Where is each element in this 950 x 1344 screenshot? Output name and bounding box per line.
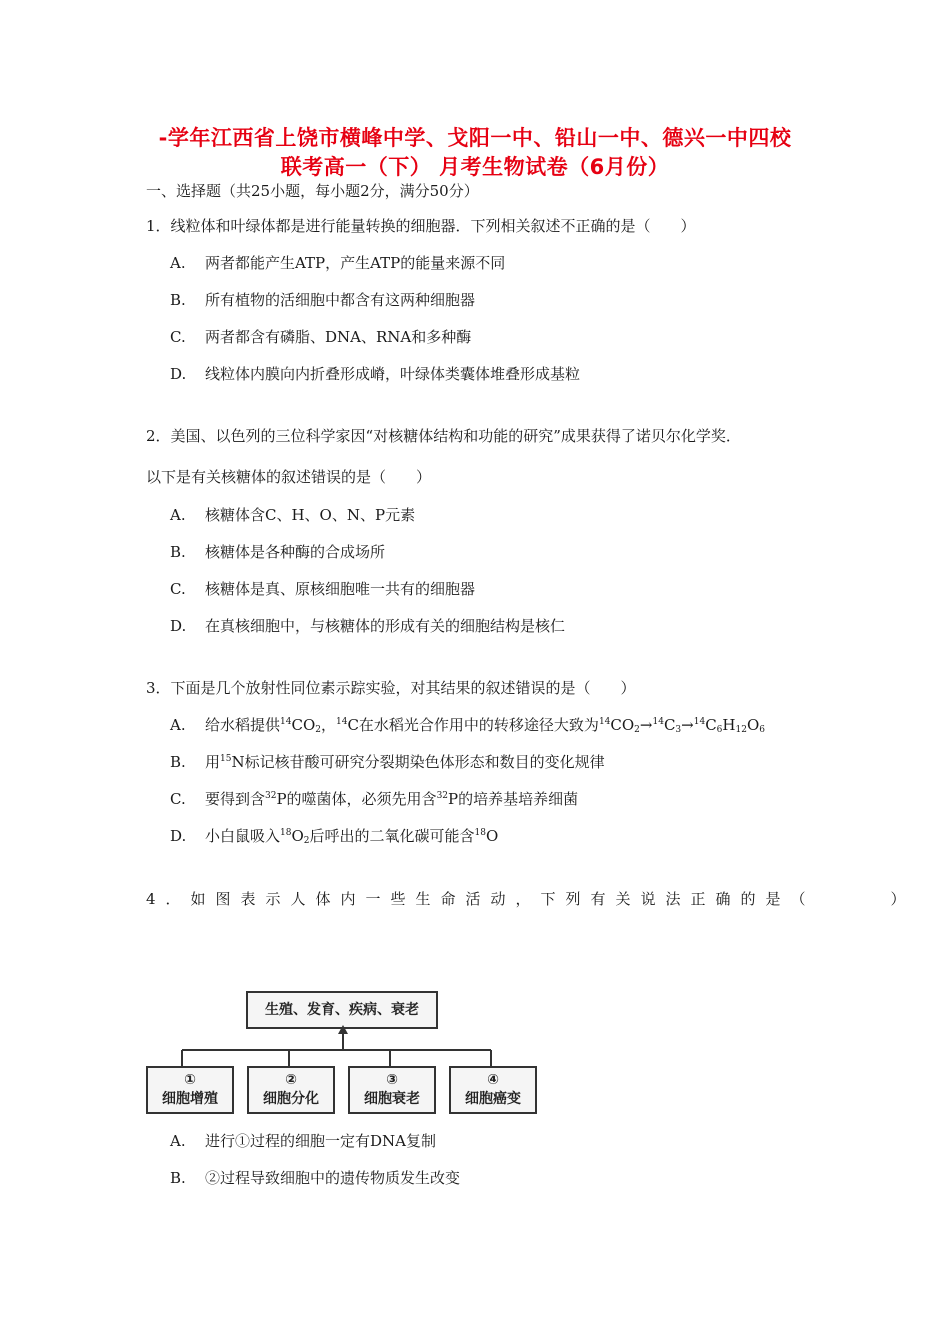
text-run: C xyxy=(705,716,717,734)
isotope-mark: 32 xyxy=(265,791,277,801)
subscript: 3 xyxy=(675,725,682,735)
isotope-mark: 14 xyxy=(280,717,292,727)
option-label: A. xyxy=(170,506,186,524)
option-label: A. xyxy=(170,716,186,734)
text-run: O xyxy=(291,827,304,845)
text-run: 给水稻提供 xyxy=(205,716,281,734)
question-4-stem: 4．如图表示人体内一些生命活动，下列有关说法正确的是（ ） xyxy=(146,890,916,908)
option-label: B. xyxy=(170,1169,186,1187)
isotope-mark: 18 xyxy=(474,828,486,838)
question-1-stem: 1．线粒体和叶绿体都是进行能量转换的细胞器．下列相关叙述不正确的是（ ） xyxy=(146,217,696,235)
subscript: 6 xyxy=(716,725,723,735)
diagram-connectors xyxy=(140,1024,540,1072)
text-run: C xyxy=(663,716,676,734)
arrow: → xyxy=(639,716,653,734)
option-label: D. xyxy=(170,617,187,635)
text-run: O xyxy=(746,716,760,734)
q1-option-c xyxy=(170,326,471,347)
q4-option-a xyxy=(170,1130,436,1151)
box-label: 细胞增殖 xyxy=(162,1091,218,1107)
isotope-mark: 14 xyxy=(598,717,611,727)
isotope-mark: 14 xyxy=(336,717,348,727)
box-label: 细胞衰老 xyxy=(364,1091,420,1107)
isotope-mark: 14 xyxy=(693,717,706,727)
subscript: 6 xyxy=(759,725,765,735)
option-text: ②过程导致细胞中的遗传物质发生改变 xyxy=(205,1169,461,1187)
exam-title-line-2: 联考高一（下） 月考生物试卷（6月份） xyxy=(280,155,670,179)
box-number: ③ xyxy=(386,1072,398,1088)
isotope-mark: 18 xyxy=(280,828,292,838)
option-text: 所有植物的活细胞中都含有这两种细胞器 xyxy=(205,291,476,309)
option-label: C. xyxy=(170,328,186,346)
text-run: 用 xyxy=(205,753,221,771)
diagram-box-2 xyxy=(247,1066,335,1114)
isotope-mark: 14 xyxy=(652,717,664,727)
option-label: B. xyxy=(170,291,186,309)
question-2-stem: 2．美国、以色列的三位科学家因“对核糖体结构和功能的研究”成果获得了诺贝尔化学奖． xyxy=(146,427,741,445)
diagram-box-4 xyxy=(449,1066,537,1114)
box-number: ④ xyxy=(487,1072,499,1088)
option-text: 核糖体是真、原核细胞唯一共有的细胞器 xyxy=(205,580,476,598)
q3-option-a xyxy=(170,714,765,735)
q2-option-d xyxy=(170,615,565,636)
text-run: CO xyxy=(291,716,316,734)
option-text: 线粒体内膜向内折叠形成嵴，叶绿体类囊体堆叠形成基粒 xyxy=(205,365,581,383)
subscript: 12 xyxy=(735,725,747,735)
subscript: 2 xyxy=(303,836,310,846)
option-text: 两者都能产生ATP，产生ATP的能量来源不同 xyxy=(205,254,506,272)
option-label: A. xyxy=(170,1132,186,1150)
text-run: 要得到含 xyxy=(205,790,266,808)
box-label: 细胞分化 xyxy=(263,1091,319,1107)
exam-title-line-1: -学年江西省上饶市横峰中学、戈阳一中、铅山一中、德兴一中四校 xyxy=(158,126,792,150)
option-text: 在真核细胞中，与核糖体的形成有关的细胞结构是核仁 xyxy=(205,617,566,635)
diagram-top-box: 生殖、发育、疾病、衰老 xyxy=(246,991,438,1029)
text-run: C在水稻光合作用中的转移途径大致为 xyxy=(347,716,599,734)
text-run: O xyxy=(485,827,499,845)
isotope-mark: 32 xyxy=(436,791,449,801)
option-label: A. xyxy=(170,254,186,272)
text-run: 小白鼠吸入 xyxy=(205,827,281,845)
option-text: 两者都含有磷脂、DNA、RNA和多种酶 xyxy=(205,328,472,346)
option-label: B. xyxy=(170,543,186,561)
text-run: 后呼出的二氧化碳可能含 xyxy=(309,827,475,845)
option-label: C. xyxy=(170,580,186,598)
box-number: ② xyxy=(285,1072,297,1088)
option-label: B. xyxy=(170,753,186,771)
q1-option-a xyxy=(170,252,505,273)
option-label: D. xyxy=(170,365,187,383)
text-run: N标记核苷酸可研究分裂期染色体形态和数目的变化规律 xyxy=(231,753,605,771)
q3-option-c xyxy=(170,788,578,809)
question-2-stem-cont: 以下是有关核糖体的叙述错误的是（ ） xyxy=(146,468,432,486)
option-text: 进行①过程的细胞一定有DNA复制 xyxy=(205,1132,436,1150)
text-run: P的噬菌体，必须先用含 xyxy=(276,790,437,808)
arrow: → xyxy=(681,716,694,734)
question-3-stem: 3．下面是几个放射性同位素示踪实验，对其结果的叙述错误的是（ ） xyxy=(146,679,636,697)
option-text: 核糖体是各种酶的合成场所 xyxy=(205,543,386,561)
arrow-head-icon xyxy=(338,1025,348,1034)
q3-option-d xyxy=(170,825,498,846)
box-number: ① xyxy=(184,1072,196,1088)
text-run: H xyxy=(722,716,736,734)
text-run: P的培养基培养细菌 xyxy=(448,790,579,808)
text-run: ， xyxy=(320,716,336,734)
section-heading: 一、选择题（共25小题，每小题2分，满分50分） xyxy=(146,182,479,200)
box-label: 细胞癌变 xyxy=(465,1091,521,1107)
text-run: CO xyxy=(610,716,635,734)
q3-option-b xyxy=(170,751,605,772)
option-label: D. xyxy=(170,827,187,845)
q1-option-d xyxy=(170,363,580,384)
option-label: C. xyxy=(170,790,186,808)
q2-option-b xyxy=(170,541,385,562)
diagram-box-1 xyxy=(146,1066,234,1114)
subscript: 2 xyxy=(315,725,321,735)
q2-option-c xyxy=(170,578,475,599)
isotope-mark: 15 xyxy=(220,754,232,764)
q4-option-b xyxy=(170,1167,460,1188)
option-text: 核糖体含C、H、O、N、P元素 xyxy=(205,506,416,524)
subscript: 2 xyxy=(634,725,640,735)
q2-option-a xyxy=(170,504,415,525)
q1-option-b xyxy=(170,289,475,310)
diagram-box-3 xyxy=(348,1066,436,1114)
